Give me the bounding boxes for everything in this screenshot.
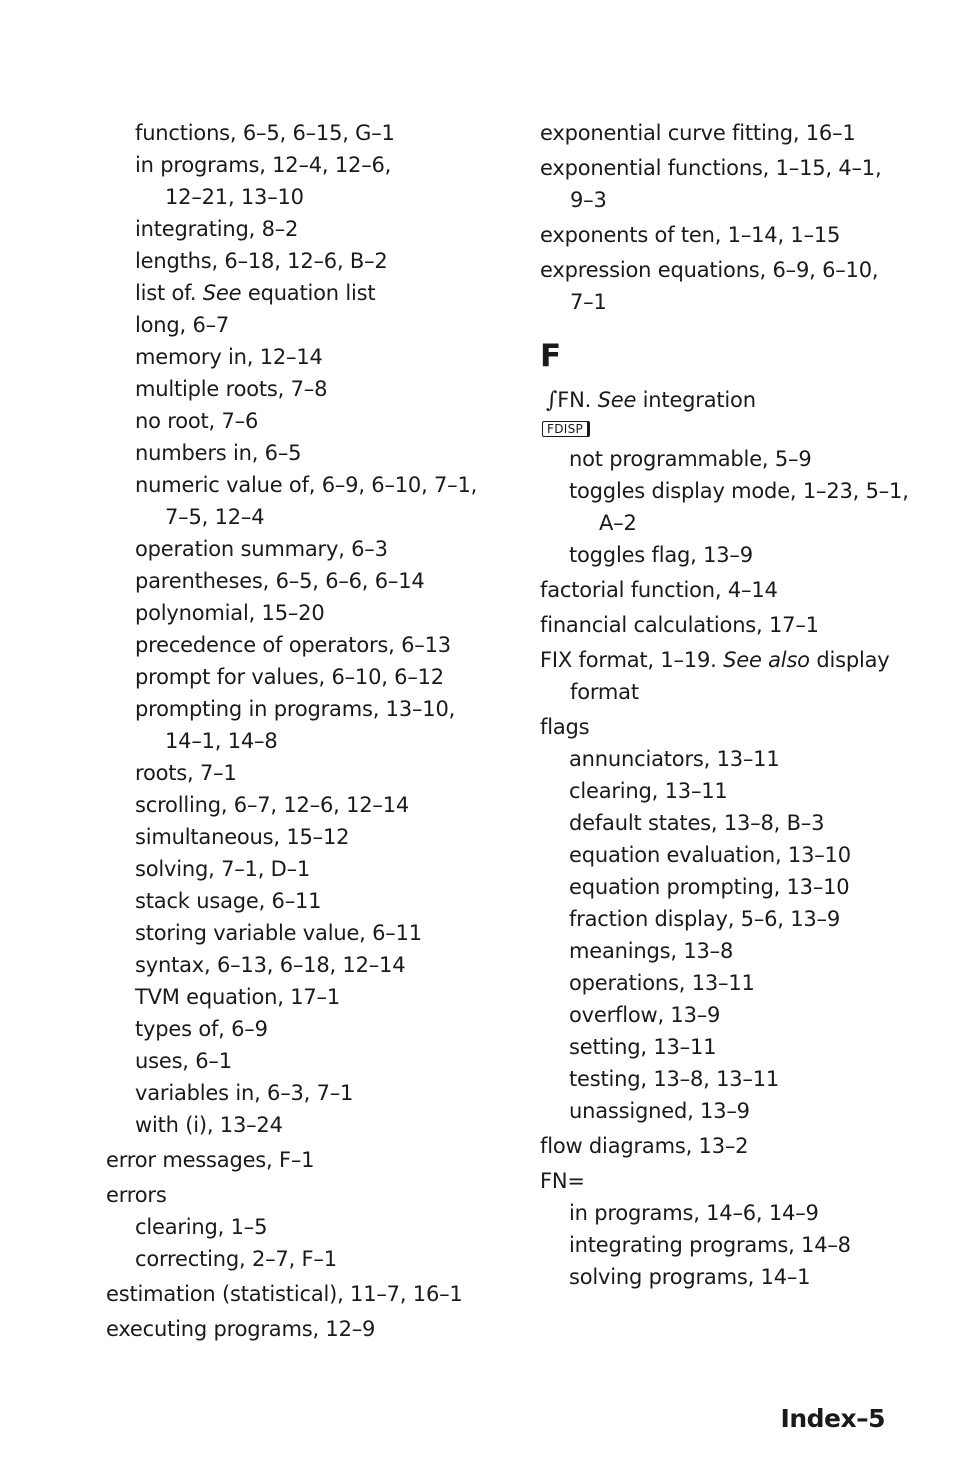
index-entry	[106, 1179, 506, 1211]
index-entry-text: storing variable value, 6–11	[135, 921, 422, 945]
index-entry-text: list of. See equation list	[135, 281, 376, 305]
index-entry-text: numeric value of, 6–9, 6–10, 7–1,	[135, 473, 478, 497]
see-ref: See	[202, 281, 242, 305]
index-entry-text: annunciators, 13–11	[569, 747, 780, 771]
page-footer-index-number: Index–5	[780, 1404, 885, 1433]
index-entry-text: prompt for values, 6–10, 6–12	[135, 665, 444, 689]
index-entry	[540, 539, 940, 571]
index-entry-text: solving, 7–1, D–1	[135, 857, 311, 881]
index-entry	[540, 117, 940, 149]
index-entry-continuation: 9–3	[570, 188, 607, 212]
index-entry	[540, 1261, 940, 1293]
index-entry-text: not programmable, 5–9	[569, 447, 812, 471]
index-entry-text: clearing, 1–5	[135, 1215, 268, 1239]
index-entry-text: solving programs, 14–1	[569, 1265, 811, 1289]
index-entry	[106, 885, 506, 917]
index-entry	[106, 533, 506, 565]
index-entry-text: multiple roots, 7–8	[135, 377, 328, 401]
index-entry-text: numbers in, 6–5	[135, 441, 302, 465]
index-entry-text: overflow, 13–9	[569, 1003, 721, 1027]
index-entry	[106, 1243, 506, 1275]
see-ref: See	[597, 388, 637, 412]
index-entry	[106, 853, 506, 885]
index-entry	[106, 309, 506, 341]
index-entry-text: error messages, F–1	[106, 1148, 315, 1172]
index-entry	[106, 821, 506, 853]
index-entry-text: fraction display, 5–6, 13–9	[569, 907, 841, 931]
index-entry-continuation: 7–5, 12–4	[165, 505, 265, 529]
index-entry	[106, 1278, 506, 1310]
fdisp-key-icon: FDISP	[542, 421, 590, 437]
index-entry	[106, 917, 506, 949]
index-entry-text: exponents of ten, 1–14, 1–15	[540, 223, 841, 247]
index-entry	[106, 373, 506, 405]
index-entry-continuation: 12–21, 13–10	[165, 185, 304, 209]
index-entry	[106, 1144, 506, 1176]
index-entry-text: types of, 6–9	[135, 1017, 268, 1041]
index-entry-text: prompting in programs, 13–10,	[135, 697, 456, 721]
index-entry	[106, 565, 506, 597]
index-entry-text: scrolling, 6–7, 12–6, 12–14	[135, 793, 410, 817]
index-entry	[540, 1229, 940, 1261]
index-entry-text: flags	[540, 715, 590, 739]
index-entry	[540, 219, 940, 251]
index-entry	[540, 743, 940, 775]
index-entry-text: variables in, 6–3, 7–1	[135, 1081, 354, 1105]
index-entry-text: uses, 6–1	[135, 1049, 232, 1073]
index-entry	[540, 443, 940, 475]
index-entry-text: clearing, 13–11	[569, 779, 728, 803]
index-entry	[540, 1063, 940, 1095]
index-entry	[106, 757, 506, 789]
index-entry	[540, 1165, 940, 1197]
index-entry	[106, 437, 506, 469]
index-entry	[540, 152, 940, 216]
index-entry	[540, 475, 940, 539]
index-entry-text: TVM equation, 17–1	[135, 985, 340, 1009]
section-letter-f: F	[540, 338, 562, 374]
index-entry-text: no root, 7–6	[135, 409, 259, 433]
index-entry-continuation: A–2	[599, 511, 637, 535]
fdisp-key-row	[540, 417, 940, 443]
integral-entry-ref: integration	[636, 388, 756, 412]
index-entry-text: toggles flag, 13–9	[569, 543, 753, 567]
index-entry	[540, 1197, 940, 1229]
index-entry-continuation: 7–1	[570, 290, 607, 314]
index-entry	[540, 871, 940, 903]
index-entry-text: operation summary, 6–3	[135, 537, 388, 561]
index-entry-text: setting, 13–11	[569, 1035, 717, 1059]
index-entry-text: correcting, 2–7, F–1	[135, 1247, 337, 1271]
index-entry-text: functions, 6–5, 6–15, G–1	[135, 121, 395, 145]
index-entry-continuation: 14–1, 14–8	[165, 729, 278, 753]
index-entry	[540, 609, 940, 641]
index-entry-text: FIX format, 1–19. See also display	[540, 648, 890, 672]
index-entry-text: syntax, 6–13, 6–18, 12–14	[135, 953, 406, 977]
index-entry-text: memory in, 12–14	[135, 345, 323, 369]
index-entry	[106, 149, 506, 213]
integral-entry-text: FN.	[557, 388, 598, 412]
index-entry-text: default states, 13–8, B–3	[569, 811, 825, 835]
index-entry	[540, 1031, 940, 1063]
index-entry	[106, 629, 506, 661]
index-entry-continuation: format	[570, 680, 639, 704]
index-entry-text: unassigned, 13–9	[569, 1099, 750, 1123]
index-entry	[540, 644, 940, 708]
index-entry-text: precedence of operators, 6–13	[135, 633, 451, 657]
index-entry	[106, 405, 506, 437]
index-entry	[106, 1045, 506, 1077]
index-entry-text: errors	[106, 1183, 167, 1207]
index-entry-text: in programs, 12–4, 12–6,	[135, 153, 392, 177]
index-entry-text: executing programs, 12–9	[106, 1317, 376, 1341]
index-entry-text: equation evaluation, 13–10	[569, 843, 851, 867]
index-entry	[106, 597, 506, 629]
index-entry	[106, 469, 506, 533]
index-entry	[540, 775, 940, 807]
index-left-column	[106, 117, 506, 1345]
index-entry	[106, 1211, 506, 1243]
index-entry-text: financial calculations, 17–1	[540, 613, 819, 637]
index-entry-text: factorial function, 4–14	[540, 578, 778, 602]
index-entry-text: operations, 13–11	[569, 971, 755, 995]
index-entry	[540, 999, 940, 1031]
index-entry-text: expression equations, 6–9, 6–10,	[540, 258, 879, 282]
index-entry-text: exponential functions, 1–15, 4–1,	[540, 156, 882, 180]
index-entry	[540, 903, 940, 935]
index-entry-text: with (i), 13–24	[135, 1113, 283, 1137]
index-entry	[106, 341, 506, 373]
index-entry-text: flow diagrams, 13–2	[540, 1134, 749, 1158]
index-entries-e	[540, 117, 940, 318]
index-entry-text: long, 6–7	[135, 313, 230, 337]
index-entry	[106, 949, 506, 981]
index-entry	[106, 213, 506, 245]
index-entry	[106, 1109, 506, 1141]
index-entry	[106, 277, 506, 309]
integral-symbol: ∫	[546, 388, 558, 413]
index-entry	[540, 711, 940, 743]
index-entry-text: lengths, 6–18, 12–6, B–2	[135, 249, 388, 273]
index-entry	[106, 789, 506, 821]
index-entry-text: roots, 7–1	[135, 761, 237, 785]
index-entry	[540, 807, 940, 839]
index-entry-text: stack usage, 6–11	[135, 889, 322, 913]
index-entry	[540, 574, 940, 606]
index-entry-text: meanings, 13–8	[569, 939, 734, 963]
index-entry-text: integrating, 8–2	[135, 217, 299, 241]
index-entry-text: in programs, 14–6, 14–9	[569, 1201, 819, 1225]
index-entry	[106, 117, 506, 149]
index-entry	[106, 981, 506, 1013]
index-entry	[540, 1130, 940, 1162]
index-entry	[540, 1095, 940, 1127]
index-entry-text: FN=	[540, 1169, 585, 1193]
index-entry	[540, 935, 940, 967]
index-entry-text: equation prompting, 13–10	[569, 875, 850, 899]
see-ref: See also	[723, 648, 810, 672]
index-entry	[106, 1013, 506, 1045]
index-entry	[540, 839, 940, 871]
index-entry	[540, 967, 940, 999]
index-entry	[106, 245, 506, 277]
index-entry-text: polynomial, 15–20	[135, 601, 325, 625]
index-entry	[106, 693, 506, 757]
index-right-column	[540, 117, 940, 1293]
index-entry-text: simultaneous, 15–12	[135, 825, 350, 849]
index-entry-text: exponential curve fitting, 16–1	[540, 121, 856, 145]
index-entry-text: integrating programs, 14–8	[569, 1233, 851, 1257]
index-entry	[106, 661, 506, 693]
index-entry	[540, 254, 940, 318]
index-entry-text: toggles display mode, 1–23, 5–1,	[569, 479, 909, 503]
index-entries-f	[540, 443, 940, 1293]
index-entry-text: estimation (statistical), 11–7, 16–1	[106, 1282, 463, 1306]
index-entry	[106, 1313, 506, 1345]
index-entry-text: parentheses, 6–5, 6–6, 6–14	[135, 569, 425, 593]
index-entry	[106, 1077, 506, 1109]
index-entry-integral-fn	[540, 384, 940, 417]
index-entry-text: testing, 13–8, 13–11	[569, 1067, 780, 1091]
